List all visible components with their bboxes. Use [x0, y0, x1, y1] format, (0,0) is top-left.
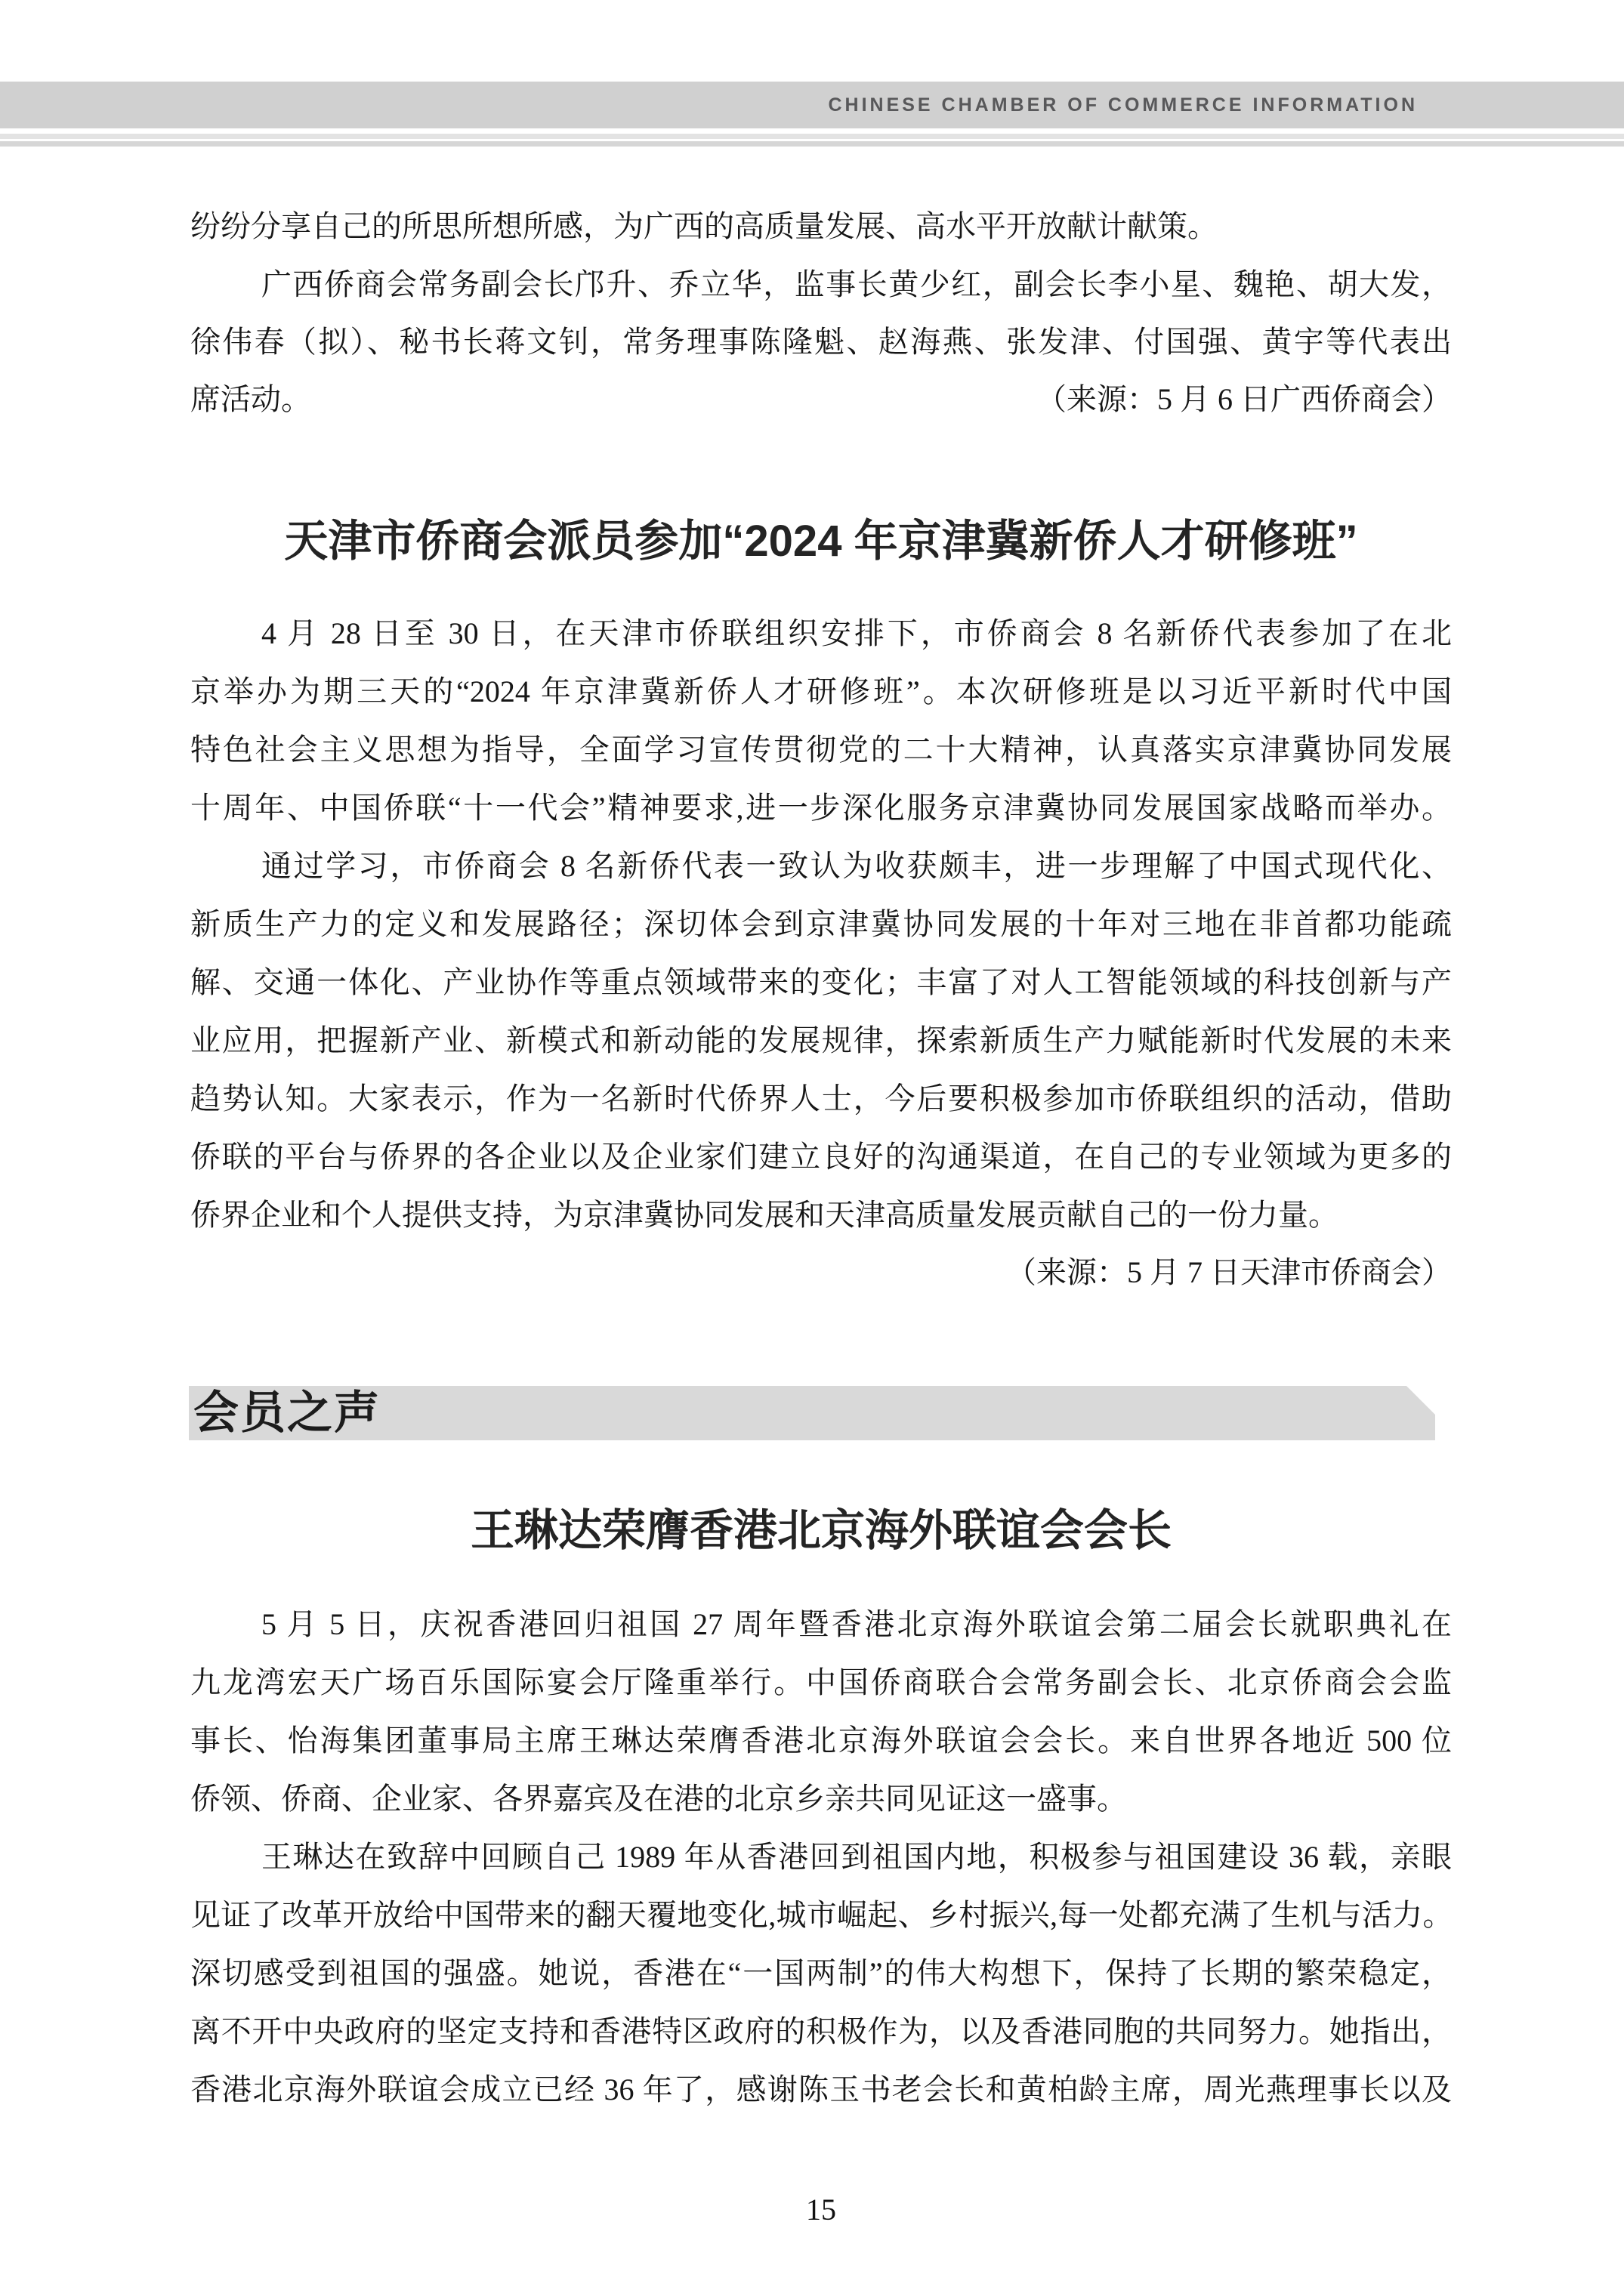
article3-line: 离不开中央政府的坚定支持和香港特区政府的积极作为，以及香港同胞的共同努力。她指出，	[190, 2014, 1452, 2048]
article1-line: 纷纷分享自己的所思所想所感，为广西的高质量发展、高水平开放献计献策。	[190, 209, 1218, 243]
section-banner-label: 会员之声	[193, 1388, 381, 1438]
article2-line: 侨界企业和个人提供支持，为京津冀协同发展和天津高质量发展贡献自己的一份力量。	[190, 1198, 1338, 1232]
article1-line: 徐伟春（拟）、秘书长蒋文钊，常务理事陈隆魁、赵海燕、张发津、付国强、黄宇等代表出	[190, 325, 1452, 359]
article2-source: （来源：5 月 7 日天津市侨商会）	[1006, 1255, 1452, 1289]
header-running-title: CHINESE CHAMBER OF COMMERCE INFORMATION	[828, 94, 1418, 116]
article3-line: 5 月 5 日，庆祝香港回归祖国 27 周年暨香港北京海外联谊会第二届会长就职典礼在	[261, 1607, 1452, 1641]
article2-line: 业应用，把握新产业、新模式和新动能的发展规律，探索新质生产力赋能新时代发展的未来	[190, 1023, 1452, 1057]
article2-title: 天津市侨商会派员参加“2024 年京津冀新侨人才研修班”	[284, 517, 1358, 566]
article1-source: （来源：5 月 6 日广西侨商会）	[1036, 382, 1452, 416]
header-rule-top	[0, 134, 1624, 139]
article1-line: 广西侨商会常务副会长邝升、乔立华，监事长黄少红，副会长李小星、魏艳、胡大发，	[261, 267, 1452, 301]
article3-line: 见证了改革开放给中国带来的翻天覆地变化,城市崛起、乡村振兴,每一处都充满了生机与活力。	[190, 1898, 1452, 1932]
article3-line: 王琳达在致辞中回顾自己 1989 年从香港回到祖国内地，积极参与祖国建设 36 载，亲眼	[261, 1840, 1452, 1874]
article2-line: 4 月 28 日至 30 日，在天津市侨联组织安排下，市侨商会 8 名新侨代表参加了在北	[261, 616, 1452, 650]
article2-line: 特色社会主义思想为指导，全面学习宣传贯彻党的二十大精神，认真落实京津冀协同发展	[190, 733, 1452, 767]
article2-line: 解、交通一体化、产业协作等重点领域带来的变化；丰富了对人工智能领域的科技创新与产	[190, 965, 1452, 999]
article2-line: 通过学习，市侨商会 8 名新侨代表一致认为收获颇丰，进一步理解了中国式现代化、	[261, 849, 1452, 883]
article3-line: 事长、怡海集团董事局主席王琳达荣膺香港北京海外联谊会会长。来自世界各地近 500 位	[190, 1724, 1452, 1758]
article3-line: 侨领、侨商、企业家、各界嘉宾及在港的北京乡亲共同见证这一盛事。	[190, 1782, 1127, 1816]
article1-line-tail: 席活动。	[190, 382, 311, 416]
article3-title: 王琳达荣膺香港北京海外联谊会会长	[470, 1506, 1172, 1555]
article2-line: 新质生产力的定义和发展路径；深切体会到京津冀协同发展的十年对三地在非首都功能疏	[190, 907, 1452, 941]
article3-line: 九龙湾宏天广场百乐国际宴会厅隆重举行。中国侨商联合会常务副会长、北京侨商会会监	[190, 1665, 1452, 1699]
article2-line: 侨联的平台与侨界的各企业以及企业家们建立良好的沟通渠道，在自己的专业领域为更多的	[190, 1140, 1452, 1174]
article3-line: 深切感受到祖国的强盛。她说，香港在“一国两制”的伟大构想下，保持了长期的繁荣稳定，	[190, 1956, 1452, 1990]
article2-line: 十周年、中国侨联“十一代会”精神要求,进一步深化服务京津冀协同发展国家战略而举办。	[190, 791, 1452, 825]
page-number: 15	[806, 2193, 836, 2227]
article2-line: 趋势认知。大家表示，作为一名新时代侨界人士，今后要积极参加市侨联组织的活动，借助	[190, 1082, 1452, 1116]
article2-line: 京举办为期三天的“2024 年京津冀新侨人才研修班”。本次研修班是以习近平新时代中国	[190, 674, 1452, 708]
header-rule-bottom	[0, 141, 1624, 147]
article3-line: 香港北京海外联谊会成立已经 36 年了，感谢陈玉书老会长和黄柏龄主席，周光燕理事长以及	[190, 2072, 1452, 2106]
